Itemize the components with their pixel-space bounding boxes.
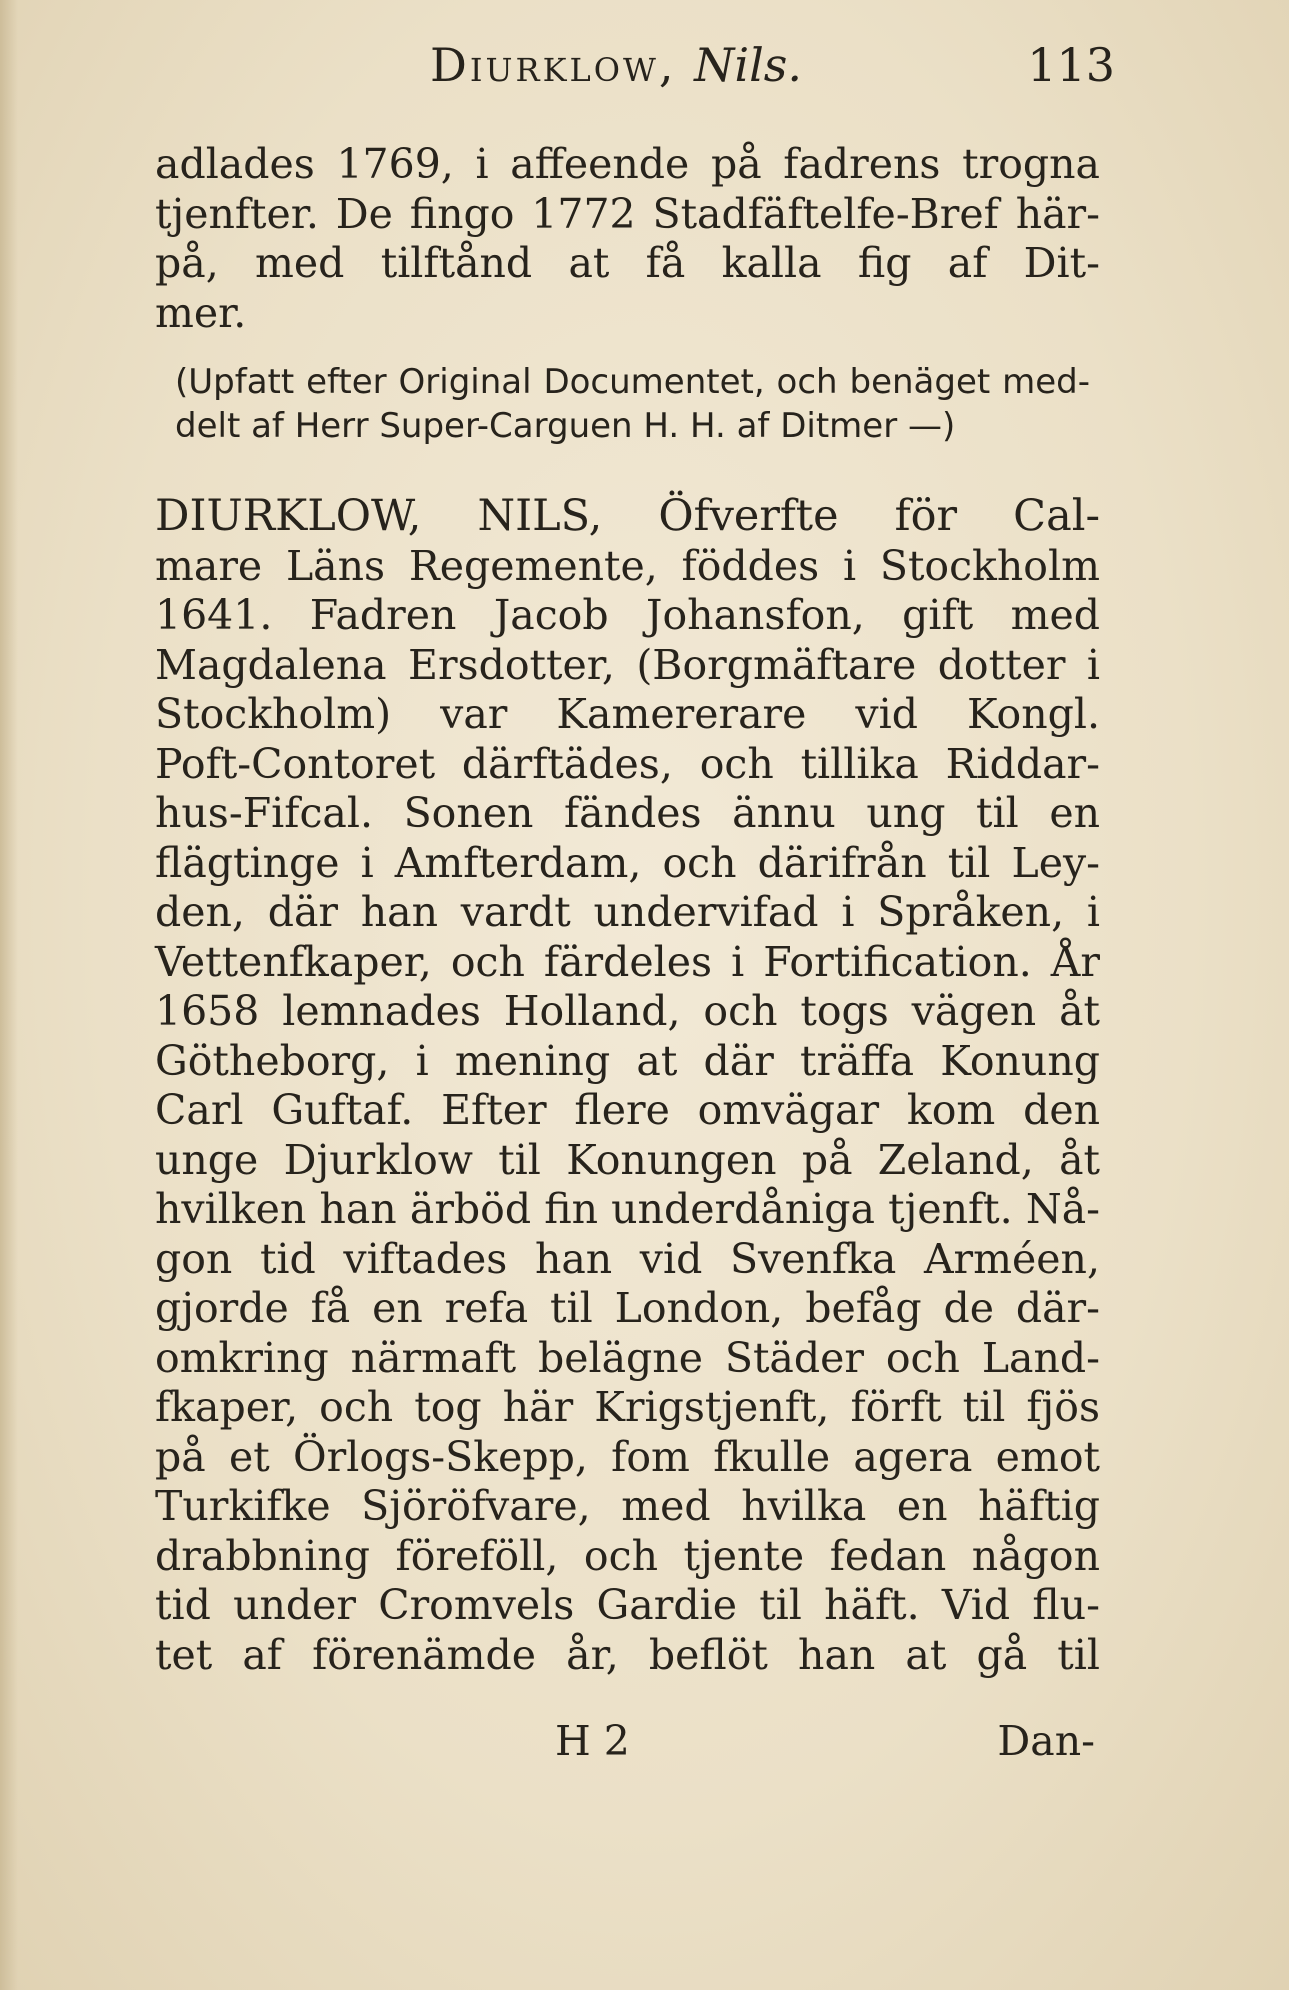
text-line: på et Örlogs-Skepp, fom fkulle agera emot	[155, 1432, 1100, 1481]
text-line: adlades 1769, i affeende på fadrens trogna	[155, 140, 1100, 188]
page-edge-shadow	[0, 0, 18, 1990]
text-line: tjenfter. De fingo 1772 Stadfäftelfe-Bref här-	[155, 189, 1100, 238]
text-line: Poft-Contoret därftädes, och tillika Riddar-	[155, 739, 1100, 788]
running-head-given-name: Nils.	[694, 38, 803, 92]
signature-mark: H 2	[555, 1717, 630, 1765]
text-line: Stockholm) var Kamererare vid Kongl.	[155, 690, 1100, 738]
text-line: fkaper, och tog här Krigstjenft, förft til fjös	[155, 1383, 1100, 1431]
text-line: Götheborg, i mening at där träffa Konung	[155, 1036, 1100, 1085]
text-line: tid under Cromvels Gardie til häft. Vid flu-	[155, 1581, 1100, 1629]
text-line: Turkifke Sjöröfvare, med hvilka en häftig	[155, 1482, 1100, 1530]
note-line: (Upfatt efter Original Documentet, och benäget med-	[175, 362, 1090, 402]
page-header	[150, 38, 1115, 108]
text-line: Magdalena Ersdotter, (Borgmäftare dotter i	[155, 640, 1100, 689]
text-line: unge Djurklow til Konungen på Zeland, åt	[155, 1135, 1100, 1184]
text-line: tet af förenämde år, beflöt han at gå til	[155, 1630, 1100, 1679]
running-head-separator: ,	[658, 38, 695, 92]
text-line: 1641. Fadren Jacob Johansfon, gift med	[155, 591, 1100, 639]
text-line: på, med tilftånd at få kalla fig af Dit-	[155, 239, 1100, 287]
source-note	[175, 360, 1090, 448]
text-line: hvilken han ärböd fin underdåniga tjenft. Nå-	[155, 1185, 1100, 1233]
text-line: mer.	[155, 288, 247, 337]
text-line: gon tid viftades han vid Svenfka Arméen,	[155, 1234, 1100, 1283]
paragraph-biography	[155, 492, 1100, 1680]
text-line: gjorde få en refa til London, befåg de där-	[155, 1284, 1100, 1332]
paragraph-ennoblement	[155, 140, 1100, 338]
text-line: Carl Guftaf. Efter flere omvägar kom den	[155, 1086, 1100, 1134]
text-line: drabbning föreföll, och tjente fedan någon	[155, 1531, 1100, 1580]
text-line: den, där han vardt undervifad i Språken, i	[155, 888, 1100, 936]
entry-heading-line: DIURKLOW, NILS, Öfverfte för Cal-	[155, 491, 1100, 541]
running-head-surname: Diurklow	[430, 38, 659, 92]
note-line: delt af Herr Super-Carguen H. H. af Ditmer —)	[175, 406, 956, 446]
text-line: mare Läns Regemente, föddes i Stockholm	[155, 541, 1100, 590]
text-line: flägtinge i Amfterdam, och därifrån til Ley-	[155, 838, 1100, 887]
catchword: Dan-	[997, 1717, 1095, 1765]
running-head	[430, 38, 802, 92]
text-line: hus-Fifcal. Sonen fändes ännu ung til en	[155, 789, 1100, 837]
text-line: omkring närmaft belägne Städer och Land-	[155, 1333, 1100, 1382]
page-footer	[150, 1717, 1095, 1772]
page-number: 113	[1027, 38, 1115, 92]
text-line: Vettenfkaper, och färdeles i Fortification. År	[155, 937, 1100, 986]
text-line: 1658 lemnades Holland, och togs vägen åt	[155, 987, 1100, 1035]
